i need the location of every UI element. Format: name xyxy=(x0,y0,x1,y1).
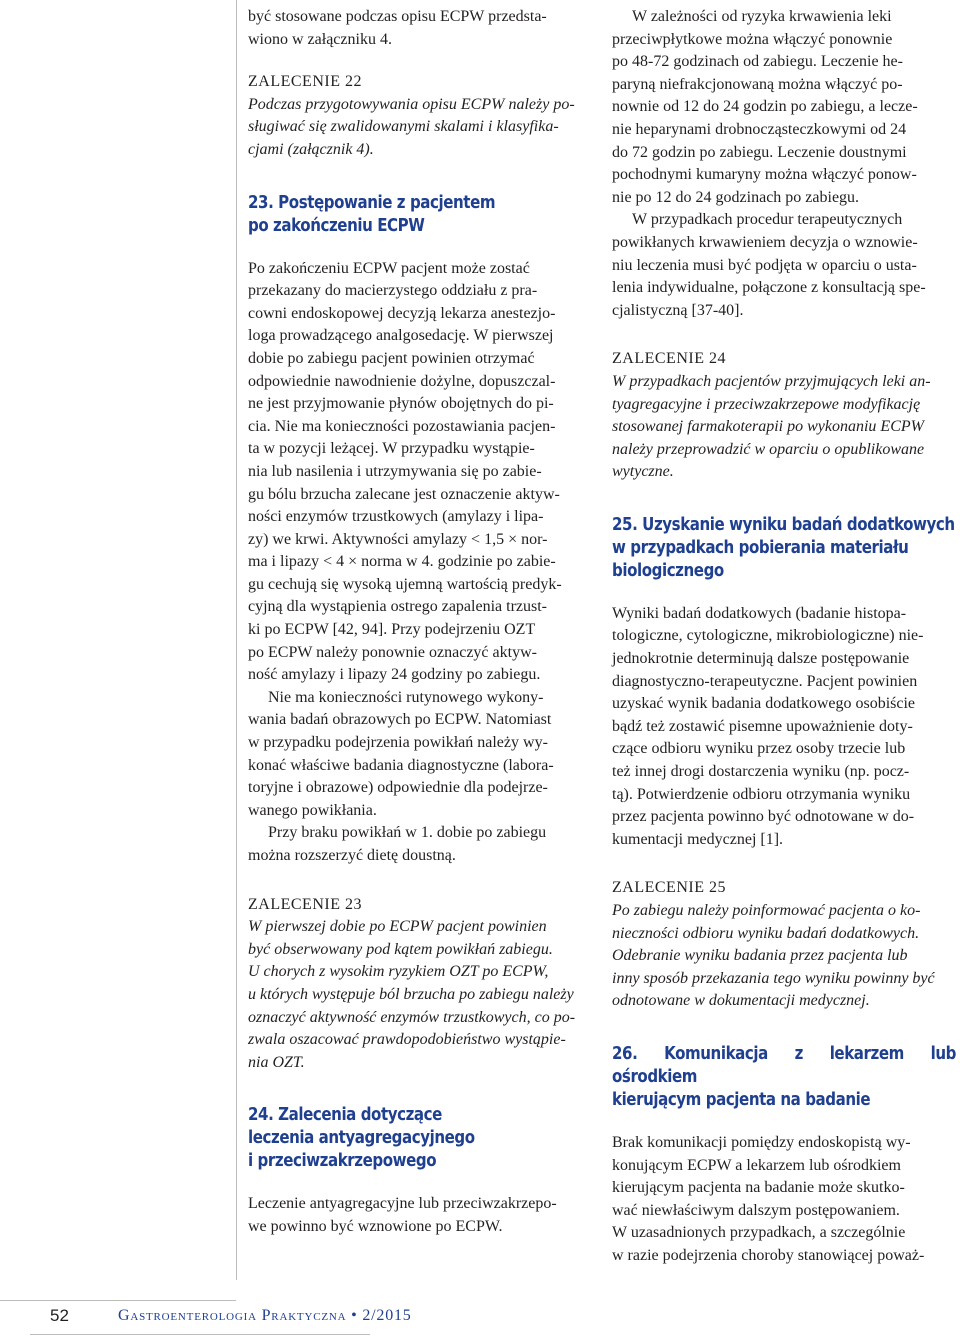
recommendation-22-title: ZALECENIE 22 xyxy=(248,73,362,91)
section-26-paragraph: Brak komunikacji pomiędzy endoskopistą wy- konującym ECPW a lekarzem lub ośrodkiem kierującym pacjenta na badanie może skutko- wać niewłaściwym dalszym postępowaniem. W uzasadnionych przypadkach, a szczególnie w razie podejrzenia choroby stanowiącej poważ- xyxy=(612,1133,925,1264)
right-column xyxy=(612,6,954,1268)
recommendation-22-text: Podczas przygotowywania opisu ECPW należy po- sługiwać się zwalidowanymi skalami i klasyfika- cjami (załącznik 4). xyxy=(248,95,575,158)
recommendation-25-title: ZALECENIE 25 xyxy=(612,879,726,897)
section-25-paragraph: Wyniki badań dodatkowych (badanie histopa- tologiczne, cytologiczne, mikrobiologiczne) nie- jednokrotnie determinują dalsze postępowanie diagnostyczno-terapeutyczne. Pacjent powinien uzyskać wynik badania dodatkowego osobiście bądź też zostawić pisemne upoważnienie doty- czące odbioru wyniku przez osoby trzecie lub też innej drogi dostarczenia wyniku (np. pocz- tą). Potwierdzenie odbioru otrzymania wyniku przez pacjenta powinno być odnotowane w do- kumentacji medycznej [1]. xyxy=(612,604,924,848)
section-24-heading: 24. Zalecenia dotyczące leczenia antyagregacyjnego i przeciwzakrzepowego xyxy=(248,1105,475,1172)
section-24-paragraph-2: W zależności od ryzyka krwawienia leki przeciwpłytkowe można włączyć ponownie po 48-72 godzinach od zabiegu. Leczenie he- paryną niefrakcjonowaną można włączyć po- nownie od 12 do 24 godzin po zabiegu, a lecze- nie heparynami drobnocząsteczkowymi od 24 do 72 godzin po zabiegu. Leczenie doustnymi pochodnymi kumaryny można włączyć ponow- nie po 12 do 24 godzinach po zabiegu. xyxy=(612,8,918,206)
recommendation-25-text: Po zabiegu należy poinformować pacjenta o ko- nieczności odbioru wyniku badań dodatkowych. Odebranie wyniku badania przez pacjenta lub inny sposób przekazania tego wyniku powinny być odnotowane w dokumentacji medycznej. xyxy=(612,902,935,1010)
section-24-paragraph-3: W przypadkach procedur terapeutycznych powikłanych krwawieniem decyzja o wznowie- niu leczenia musi być podjęta w oparciu o usta- lenia indywidualne, połączone z konsultacją spe- cjalistyczną [37-40]. xyxy=(612,211,926,319)
page-number: 52 xyxy=(50,1306,69,1325)
page-margin-rule xyxy=(236,0,237,1280)
section-23-heading: 23. Postępowanie z pacjentem po zakończeniu ECPW xyxy=(248,192,496,236)
section-23-paragraph-3: Przy braku powikłań w 1. dobie po zabiegu można rozszerzyć dietę doustną. xyxy=(248,824,547,864)
section-26-heading: 26. Komunikacja z lekarzem lub ośrodkiem kierującym pacjenta na badanie xyxy=(612,1043,956,1110)
recommendation-24-text: W przypadkach pacjentów przyjmujących leki an- tyagregacyjne i przeciwzakrzepowe modyfikację stosowanej farmakoterapii po wykonaniu ECPW należy przeprowadzić w oparciu o opublikowane wytyczne. xyxy=(612,372,931,481)
section-25-heading: 25. Uzyskanie wyniku badań dodatkowych w przypadkach pobierania materiału biologicznego xyxy=(612,514,955,581)
left-column xyxy=(248,6,590,1239)
footer-rule-top xyxy=(0,1300,236,1301)
section-24-paragraph-1: Leczenie antyagregacyjne lub przeciwzakrzepo- we powinno być wznowione po ECPW. xyxy=(248,1195,557,1235)
section-23-paragraph-2: Nie ma konieczności rutynowego wykony- wania badań obrazowych po ECPW. Natomiast w przypadku podejrzenia powikłań należy wy- konać właściwe badania diagnostyczne (labora- toryjne i obrazowe) odpowiednie dla podejrze- wanego powikłania. xyxy=(248,688,554,819)
section-23-paragraph-1: Po zakończeniu ECPW pacjent może zostać przekazany do macierzystego oddziału z pra- cowni endoskopowej decyzją lekarza anestezjo- loga prowadzącego analgosedację. W pierwszej dobie po zabiegu pacjent powinien otrzymać odpowiednie nawodnienie dożylne, dopuszczal- ne jest przyjmowanie płynów obojętnych do pi- cia. Nie ma konieczności pozostawiania pacjen- ta w pozycji leżącej. W przypadku wystąpie- nia lub nasilenia i utrzymywania się po zabie- gu bólu brzucha zalecane jest oznaczenie aktyw- ności enzymów trzustkowych (amylazy i lipa- zy) we krwi. Aktywności amylazy < 1,5 × nor- ma i lipazy < 4 × norma w 4. godzinie po zabie- gu cechują się wysoką ujemną wartością predyk- cyjną dla wystąpienia ostrego zapalenia trzust- ki po ECPW [42, 94]. Przy podejrzeniu OZT po ECPW należy ponownie oznaczyć aktyw- ność amylazy i lipazy 24 godziny po zabiegu. xyxy=(248,259,562,684)
recommendation-24-title: ZALECENIE 24 xyxy=(612,350,726,368)
footer-rule xyxy=(30,1334,370,1335)
journal-name: Gastroenterologia Praktyczna • 2/2015 xyxy=(118,1307,412,1324)
page-footer xyxy=(0,1300,960,1341)
recommendation-23-title: ZALECENIE 23 xyxy=(248,895,362,913)
recommendation-23-text: W pierwszej dobie po ECPW pacjent powinien być obserwowany pod kątem powikłań zabiegu. U chorych z wysokim ryzykiem OZT po ECPW, u których występuje ból brzucha po zabiegu należy oznaczyć aktywność enzymów trzustkowych, co po- zwala oszacować prawdopodobieństwo wystąpie- nia OZT. xyxy=(248,918,576,1071)
intro-paragraph: być stosowane podczas opisu ECPW przedsta- wiono w załączniku 4. xyxy=(248,8,547,48)
